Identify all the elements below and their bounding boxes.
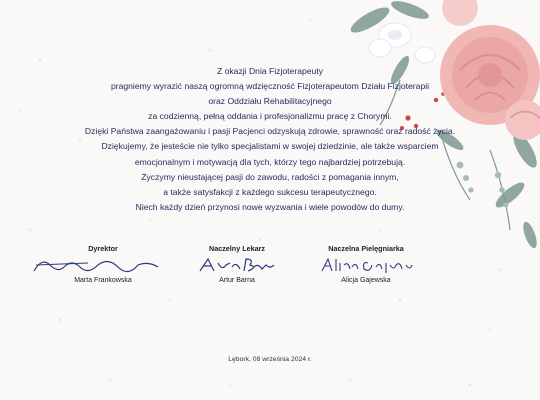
handwritten-signature — [182, 253, 292, 277]
signatory-name: Marta Frankowska — [74, 277, 132, 284]
signatory-role: Naczelny Lekarz — [209, 244, 265, 253]
signatory-name: Artur Barna — [219, 277, 255, 284]
letter-line: Dziękujemy, że jesteście nie tylko specjalistami w swojej dziedzinie, ale także wsparciem — [101, 141, 439, 152]
handwritten-signature — [28, 253, 178, 277]
letter-heading: Z okazji Dnia Fizjoterapeuty — [216, 66, 324, 76]
signature-block-chief-physician — [182, 244, 292, 284]
signatory-name: Alicja Gajewska — [341, 277, 391, 284]
place-and-date: Lębork, 08 września 2024 r. — [228, 356, 312, 363]
letter-line: Dzięki Państwa zaangażowaniu i pasji Pacjenci odzyskują zdrowie, sprawność oraz radość życia. — [84, 126, 456, 137]
handwritten-signature — [306, 253, 426, 277]
letter-line: za codzienną, pełną oddania i profesjonalizmu pracę z Chorymi. — [148, 111, 392, 122]
signatory-role: Dyrektor — [88, 244, 118, 253]
letter-line: Niech każdy dzień przynosi nowe wyzwania i wiele powodów do dumy. — [135, 201, 405, 212]
letter-line: pragniemy wyrazić naszą ogromną wdzięczność Fizjoterapeutom Działu Fizjoterapii — [110, 81, 430, 92]
letter-body — [50, 64, 490, 215]
signature-block-director — [28, 244, 178, 284]
signatory-role: Naczelna Pielęgniarka — [328, 244, 404, 253]
letter-line: Życzymy nieustającej pasji do zawodu, radości z pomagania innym, — [141, 171, 399, 182]
letter-line: emocjonalnym i motywacją dla tych, którzy tego najbardziej potrzebują. — [134, 156, 406, 167]
letter-line: oraz Oddziału Rehabilitacyjnego — [208, 96, 332, 107]
letter-line: a także satysfakcji z każdego sukcesu terapeutycznego. — [163, 186, 377, 197]
signature-block-head-nurse — [306, 244, 426, 284]
